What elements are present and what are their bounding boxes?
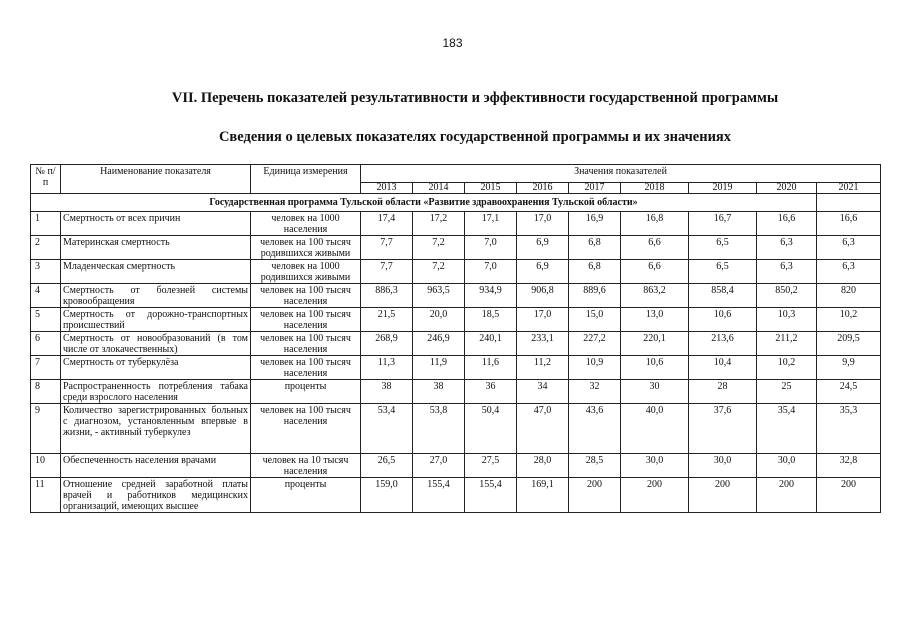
value-cell: 886,3 [361, 284, 413, 308]
value-cell: 200 [569, 478, 621, 513]
unit-cell: человек на 100 тысяч населения [251, 356, 361, 380]
table-row [31, 478, 881, 513]
unit-cell: человек на 1000 родившихся живыми [251, 260, 361, 284]
year-cell: 2020 [757, 183, 817, 194]
value-cell: 10,3 [757, 308, 817, 332]
table-header-row [31, 165, 881, 183]
value-cell: 209,5 [817, 332, 881, 356]
value-cell: 27,0 [413, 454, 465, 478]
value-cell: 16,6 [817, 212, 881, 236]
value-cell: 6,6 [621, 260, 689, 284]
indicator-name: Обеспеченность населения врачами [61, 454, 251, 478]
value-cell: 6,8 [569, 236, 621, 260]
unit-cell: человек на 1000 населения [251, 212, 361, 236]
value-cell: 34 [517, 380, 569, 404]
value-cell: 6,3 [817, 260, 881, 284]
header-number: № п/п [31, 165, 61, 194]
unit-cell: человек на 100 тысяч населения [251, 332, 361, 356]
table-row [31, 236, 881, 260]
table-row [31, 284, 881, 308]
value-cell: 10,6 [689, 308, 757, 332]
value-cell: 17,2 [413, 212, 465, 236]
value-cell: 24,5 [817, 380, 881, 404]
value-cell: 17,1 [465, 212, 517, 236]
header-unit: Единица измерения [251, 165, 361, 194]
indicator-name: Количество зарегистрированных больных с диагнозом, установленным впервые в жизни, - активный туберкулез [61, 404, 251, 454]
value-cell: 17,0 [517, 212, 569, 236]
value-cell: 37,6 [689, 404, 757, 454]
value-cell: 200 [757, 478, 817, 513]
value-cell: 10,6 [621, 356, 689, 380]
value-cell: 40,0 [621, 404, 689, 454]
table-row [31, 454, 881, 478]
row-number: 2 [31, 236, 61, 260]
year-cell: 2014 [413, 183, 465, 194]
value-cell: 200 [817, 478, 881, 513]
value-cell: 7,0 [465, 260, 517, 284]
value-cell: 6,6 [621, 236, 689, 260]
value-cell: 30,0 [689, 454, 757, 478]
section-subtitle: Сведения о целевых показателях государственной программы и их значениях [218, 129, 732, 145]
value-cell: 20,0 [413, 308, 465, 332]
value-cell: 906,8 [517, 284, 569, 308]
value-cell: 25 [757, 380, 817, 404]
row-number: 4 [31, 284, 61, 308]
table-row [31, 260, 881, 284]
value-cell: 17,4 [361, 212, 413, 236]
value-cell: 7,2 [413, 236, 465, 260]
value-cell: 35,4 [757, 404, 817, 454]
row-number: 9 [31, 404, 61, 454]
value-cell: 16,9 [569, 212, 621, 236]
value-cell: 200 [621, 478, 689, 513]
indicator-name: Смертность от туберкулёза [61, 356, 251, 380]
table-row [31, 356, 881, 380]
value-cell: 863,2 [621, 284, 689, 308]
program-title-row [31, 194, 881, 212]
year-cell: 2013 [361, 183, 413, 194]
header-values: Значения показателей [361, 165, 881, 183]
unit-cell: проценты [251, 478, 361, 513]
row-number: 10 [31, 454, 61, 478]
row-number: 8 [31, 380, 61, 404]
value-cell: 28,5 [569, 454, 621, 478]
value-cell: 155,4 [465, 478, 517, 513]
value-cell: 7,0 [465, 236, 517, 260]
value-cell: 10,9 [569, 356, 621, 380]
value-cell: 233,1 [517, 332, 569, 356]
value-cell: 213,6 [689, 332, 757, 356]
value-cell: 11,9 [413, 356, 465, 380]
value-cell: 35,3 [817, 404, 881, 454]
value-cell: 10,2 [757, 356, 817, 380]
value-cell: 38 [361, 380, 413, 404]
year-cell: 2021 [817, 183, 881, 194]
value-cell: 18,5 [465, 308, 517, 332]
table-row [31, 308, 881, 332]
header-name: Наименование показателя [61, 165, 251, 194]
unit-cell: человек на 100 тысяч родившихся живыми [251, 236, 361, 260]
value-cell: 6,9 [517, 260, 569, 284]
unit-cell: человек на 100 тысяч населения [251, 308, 361, 332]
value-cell: 6,8 [569, 260, 621, 284]
value-cell: 159,0 [361, 478, 413, 513]
value-cell: 16,8 [621, 212, 689, 236]
value-cell: 21,5 [361, 308, 413, 332]
value-cell: 47,0 [517, 404, 569, 454]
value-cell: 50,4 [465, 404, 517, 454]
value-cell: 7,7 [361, 236, 413, 260]
value-cell: 30 [621, 380, 689, 404]
unit-cell: человек на 10 тысяч населения [251, 454, 361, 478]
value-cell: 220,1 [621, 332, 689, 356]
value-cell: 17,0 [517, 308, 569, 332]
indicator-name: Смертность от болезней системы кровообращения [61, 284, 251, 308]
value-cell: 963,5 [413, 284, 465, 308]
value-cell: 28 [689, 380, 757, 404]
indicator-name: Распространенность потребления табака среди взрослого населения [61, 380, 251, 404]
indicator-name: Материнская смертность [61, 236, 251, 260]
year-cell: 2016 [517, 183, 569, 194]
value-cell: 32,8 [817, 454, 881, 478]
value-cell: 27,5 [465, 454, 517, 478]
value-cell: 11,3 [361, 356, 413, 380]
value-cell: 211,2 [757, 332, 817, 356]
indicator-name: Смертность от новообразований (в том числе от злокачественных) [61, 332, 251, 356]
year-cell: 2018 [621, 183, 689, 194]
value-cell: 240,1 [465, 332, 517, 356]
row-number: 1 [31, 212, 61, 236]
section-title: VII. Перечень показателей результативности и эффективности государственной программы [171, 90, 779, 106]
row-number: 3 [31, 260, 61, 284]
value-cell: 13,0 [621, 308, 689, 332]
value-cell: 155,4 [413, 478, 465, 513]
value-cell: 227,2 [569, 332, 621, 356]
value-cell: 26,5 [361, 454, 413, 478]
value-cell: 169,1 [517, 478, 569, 513]
value-cell: 200 [689, 478, 757, 513]
value-cell: 9,9 [817, 356, 881, 380]
value-cell: 6,5 [689, 260, 757, 284]
value-cell: 820 [817, 284, 881, 308]
row-number: 11 [31, 478, 61, 513]
value-cell: 246,9 [413, 332, 465, 356]
value-cell: 6,3 [817, 236, 881, 260]
table-row [31, 380, 881, 404]
value-cell: 16,7 [689, 212, 757, 236]
value-cell: 53,8 [413, 404, 465, 454]
value-cell: 6,5 [689, 236, 757, 260]
value-cell: 889,6 [569, 284, 621, 308]
value-cell: 30,0 [621, 454, 689, 478]
indicator-name: Смертность от всех причин [61, 212, 251, 236]
year-cell: 2015 [465, 183, 517, 194]
value-cell: 43,6 [569, 404, 621, 454]
program-title-empty-cell [817, 194, 881, 212]
indicator-name: Смертность от дорожно-транспортных происшествий [61, 308, 251, 332]
value-cell: 6,3 [757, 236, 817, 260]
program-title: Государственная программа Тульской области «Развитие здравоохранения Тульской области» [31, 194, 817, 212]
value-cell: 16,6 [757, 212, 817, 236]
unit-cell: проценты [251, 380, 361, 404]
value-cell: 934,9 [465, 284, 517, 308]
table-row [31, 332, 881, 356]
value-cell: 268,9 [361, 332, 413, 356]
row-number: 6 [31, 332, 61, 356]
value-cell: 6,9 [517, 236, 569, 260]
year-cell: 2019 [689, 183, 757, 194]
value-cell: 10,2 [817, 308, 881, 332]
indicator-name: Отношение средней заработной платы врачей и работников медицинских организаций, имеющих высшее [61, 478, 251, 513]
value-cell: 7,2 [413, 260, 465, 284]
value-cell: 10,4 [689, 356, 757, 380]
row-number: 5 [31, 308, 61, 332]
table-row [31, 404, 881, 454]
row-number: 7 [31, 356, 61, 380]
year-cell: 2017 [569, 183, 621, 194]
value-cell: 28,0 [517, 454, 569, 478]
value-cell: 32 [569, 380, 621, 404]
value-cell: 11,2 [517, 356, 569, 380]
value-cell: 11,6 [465, 356, 517, 380]
indicator-name: Младенческая смертность [61, 260, 251, 284]
indicators-table [30, 164, 881, 513]
value-cell: 6,3 [757, 260, 817, 284]
value-cell: 858,4 [689, 284, 757, 308]
unit-cell: человек на 100 тысяч населения [251, 404, 361, 454]
value-cell: 53,4 [361, 404, 413, 454]
value-cell: 15,0 [569, 308, 621, 332]
table-row [31, 212, 881, 236]
value-cell: 38 [413, 380, 465, 404]
unit-cell: человек на 100 тысяч населения [251, 284, 361, 308]
value-cell: 850,2 [757, 284, 817, 308]
value-cell: 7,7 [361, 260, 413, 284]
value-cell: 36 [465, 380, 517, 404]
value-cell: 30,0 [757, 454, 817, 478]
page-number: 183 [442, 36, 463, 50]
